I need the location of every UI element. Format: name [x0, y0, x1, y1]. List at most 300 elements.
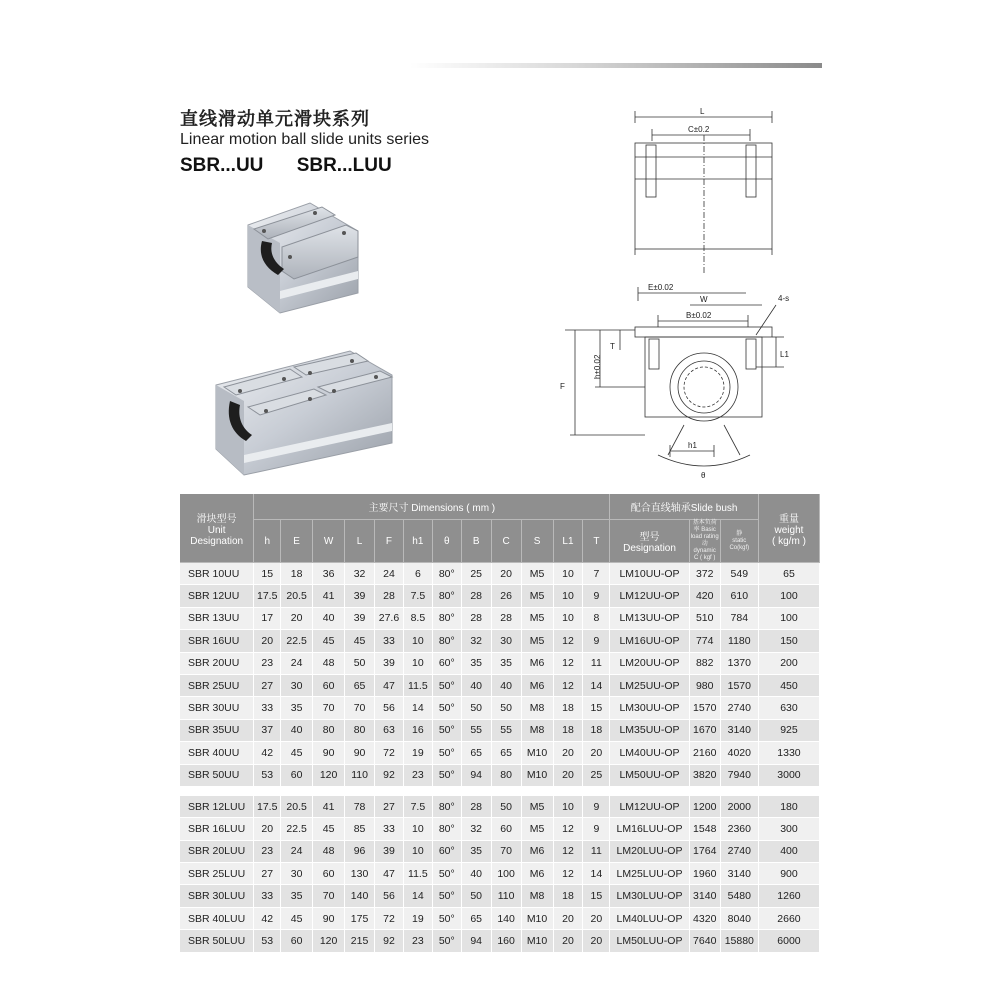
header-dim-h: h: [254, 520, 281, 563]
table-cell: 55: [462, 720, 492, 742]
table-cell: LM13UU-OP: [610, 608, 689, 630]
table-cell: M6: [522, 841, 554, 863]
table-cell: 94: [462, 930, 492, 952]
dim-label-L1: L1: [780, 350, 789, 359]
dim-label-L: L: [700, 107, 705, 116]
table-cell: 53: [254, 765, 281, 787]
table-cell: 20: [254, 630, 281, 652]
table-cell: 39: [375, 653, 404, 675]
unit-designation-cell: SBR 30LUU: [180, 885, 254, 907]
table-cell: 10: [554, 608, 584, 630]
table-cell: 10: [404, 653, 433, 675]
table-cell: LM40LUU-OP: [610, 908, 689, 930]
table-cell: 1260: [759, 885, 820, 907]
gap-cell: [180, 787, 820, 796]
table-cell: 80°: [433, 563, 462, 585]
table-cell: 50°: [433, 908, 462, 930]
table-cell: 72: [375, 742, 404, 764]
table-header: [180, 494, 820, 563]
table-cell: 1670: [690, 720, 721, 742]
table-cell: 65: [492, 742, 522, 764]
table-cell: 450: [759, 675, 820, 697]
table-cell: 2660: [759, 908, 820, 930]
dim-label-h: h±0.02: [593, 354, 602, 379]
table-cell: 3140: [721, 863, 759, 885]
header-bush-designation: 型号 Designation: [610, 520, 689, 563]
table-cell: 22.5: [281, 818, 313, 840]
specification-table: [180, 494, 820, 953]
table-cell: 140: [345, 885, 375, 907]
table-cell: 60: [313, 863, 345, 885]
table-row: [180, 863, 820, 885]
table-cell: 41: [313, 585, 345, 607]
unit-designation-cell: SBR 25UU: [180, 675, 254, 697]
table-cell: 20: [554, 765, 584, 787]
dim-label-h1: h1: [688, 441, 697, 450]
table-row: [180, 742, 820, 764]
table-cell: 980: [690, 675, 721, 697]
table-cell: 9: [583, 796, 610, 818]
table-cell: 8040: [721, 908, 759, 930]
table-cell: 900: [759, 863, 820, 885]
table-cell: 33: [375, 630, 404, 652]
table-cell: 784: [721, 608, 759, 630]
table-cell: 8.5: [404, 608, 433, 630]
table-cell: 94: [462, 765, 492, 787]
model-title-uu: SBR...UU: [180, 155, 264, 176]
table-cell: 300: [759, 818, 820, 840]
table-cell: 80: [345, 720, 375, 742]
unit-designation-cell: SBR 16LUU: [180, 818, 254, 840]
table-cell: 25: [583, 765, 610, 787]
table-cell: 23: [254, 653, 281, 675]
header-dim-w: W: [313, 520, 345, 563]
header-dim-t: T: [583, 520, 610, 563]
table-row: [180, 608, 820, 630]
table-cell: 7: [583, 563, 610, 585]
table-cell: 2000: [721, 796, 759, 818]
table-cell: 22.5: [281, 630, 313, 652]
header-dim-l: L: [345, 520, 375, 563]
table-cell: 7940: [721, 765, 759, 787]
table-cell: 32: [462, 630, 492, 652]
table-cell: LM50UU-OP: [610, 765, 689, 787]
table-cell: 150: [759, 630, 820, 652]
header-dim-c: C: [492, 520, 522, 563]
table-row: [180, 630, 820, 652]
table-row: [180, 930, 820, 952]
table-cell: 65: [462, 908, 492, 930]
table-cell: 60: [313, 675, 345, 697]
table-cell: 39: [345, 608, 375, 630]
table-cell: M5: [522, 608, 554, 630]
table-cell: 39: [375, 841, 404, 863]
table-cell: 7640: [690, 930, 721, 952]
header-dim-h1: h1: [404, 520, 433, 563]
table-cell: 3000: [759, 765, 820, 787]
table-cell: 17.5: [254, 585, 281, 607]
table-cell: 24: [281, 653, 313, 675]
table-cell: 17.5: [254, 796, 281, 818]
table-cell: 41: [313, 796, 345, 818]
table-cell: 2740: [721, 697, 759, 719]
table-cell: M5: [522, 585, 554, 607]
table-row: [180, 908, 820, 930]
table-cell: 35: [462, 841, 492, 863]
table-cell: 37: [254, 720, 281, 742]
dim-label-E: E±0.02: [648, 283, 674, 292]
table-cell: 50°: [433, 885, 462, 907]
table-cell: 11: [583, 653, 610, 675]
table-cell: 14: [583, 863, 610, 885]
table-cell: M8: [522, 697, 554, 719]
table-cell: 9: [583, 818, 610, 840]
table-cell: 110: [492, 885, 522, 907]
table-cell: 28: [462, 796, 492, 818]
table-cell: M5: [522, 630, 554, 652]
dim-label-theta: θ: [701, 471, 706, 480]
table-cell: 42: [254, 908, 281, 930]
table-cell: 50: [462, 697, 492, 719]
table-cell: 6: [404, 563, 433, 585]
table-cell: 47: [375, 675, 404, 697]
unit-designation-cell: SBR 12UU: [180, 585, 254, 607]
table-cell: 3820: [690, 765, 721, 787]
table-cell: 40: [281, 720, 313, 742]
table-cell: 7.5: [404, 585, 433, 607]
table-cell: 14: [404, 885, 433, 907]
header-dimensions: 主要尺寸 Dimensions ( mm ): [254, 494, 610, 520]
unit-designation-cell: SBR 12LUU: [180, 796, 254, 818]
table-cell: LM16UU-OP: [610, 630, 689, 652]
table-cell: 50: [492, 697, 522, 719]
table-cell: 55: [492, 720, 522, 742]
header-dim-theta: θ: [433, 520, 462, 563]
table-cell: 17: [254, 608, 281, 630]
table-cell: 10: [404, 630, 433, 652]
table-cell: 60: [492, 818, 522, 840]
table-cell: 1960: [690, 863, 721, 885]
table-cell: 140: [492, 908, 522, 930]
unit-designation-cell: SBR 16UU: [180, 630, 254, 652]
table-row: [180, 841, 820, 863]
table-cell: 33: [254, 885, 281, 907]
unit-designation-cell: SBR 40UU: [180, 742, 254, 764]
table-cell: 20: [254, 818, 281, 840]
table-cell: 120: [313, 930, 345, 952]
header-dim-l1: L1: [554, 520, 584, 563]
header-dim-b: B: [462, 520, 492, 563]
header-rule: [410, 63, 822, 68]
table-cell: 1570: [690, 697, 721, 719]
header-dim-s: S: [522, 520, 554, 563]
table-cell: 180: [759, 796, 820, 818]
unit-designation-cell: SBR 50LUU: [180, 930, 254, 952]
table-cell: 26: [492, 585, 522, 607]
table-cell: 35: [492, 653, 522, 675]
table-cell: 50: [345, 653, 375, 675]
table-cell: 15: [583, 885, 610, 907]
table-cell: 28: [492, 608, 522, 630]
table-cell: 20.5: [281, 585, 313, 607]
table-cell: 11: [583, 841, 610, 863]
table-cell: 400: [759, 841, 820, 863]
table-cell: 20: [492, 563, 522, 585]
table-cell: 50°: [433, 675, 462, 697]
table-cell: 47: [375, 863, 404, 885]
header-dynamic-load: 基本负荷率 Basic load rating 动 dynamic C ( kgf ): [690, 520, 719, 561]
table-cell: 3140: [690, 885, 721, 907]
table-cell: 20: [583, 908, 610, 930]
table-cell: 45: [345, 630, 375, 652]
table-cell: 19: [404, 742, 433, 764]
dim-label-W: W: [700, 295, 708, 304]
table-cell: M10: [522, 742, 554, 764]
table-cell: 50: [462, 885, 492, 907]
table-cell: 28: [462, 585, 492, 607]
table-cell: 50°: [433, 742, 462, 764]
table-cell: 27: [254, 863, 281, 885]
table-cell: M5: [522, 818, 554, 840]
table-cell: 50°: [433, 930, 462, 952]
table-cell: 18: [583, 720, 610, 742]
table-cell: 25: [462, 563, 492, 585]
table-cell: 90: [313, 742, 345, 764]
table-cell: M8: [522, 720, 554, 742]
table-cell: 20: [281, 608, 313, 630]
table-cell: 15880: [721, 930, 759, 952]
table-cell: 28: [375, 585, 404, 607]
table-cell: M5: [522, 796, 554, 818]
table-cell: 549: [721, 563, 759, 585]
table-cell: 1764: [690, 841, 721, 863]
table-cell: LM30UU-OP: [610, 697, 689, 719]
table-cell: 80°: [433, 818, 462, 840]
table-cell: 9: [583, 585, 610, 607]
table-cell: 50°: [433, 765, 462, 787]
table-cell: 11.5: [404, 675, 433, 697]
unit-designation-cell: SBR 50UU: [180, 765, 254, 787]
table-cell: LM40UU-OP: [610, 742, 689, 764]
table-cell: 65: [345, 675, 375, 697]
unit-designation-cell: SBR 30UU: [180, 697, 254, 719]
table-cell: M10: [522, 765, 554, 787]
table-cell: 39: [345, 585, 375, 607]
table-cell: 56: [375, 885, 404, 907]
table-cell: LM25LUU-OP: [610, 863, 689, 885]
table-cell: 200: [759, 653, 820, 675]
table-cell: 20: [554, 930, 584, 952]
table-cell: LM10UU-OP: [610, 563, 689, 585]
table-cell: LM20LUU-OP: [610, 841, 689, 863]
table-cell: 10: [554, 796, 584, 818]
table-cell: M6: [522, 653, 554, 675]
table-cell: 27: [375, 796, 404, 818]
table-cell: 92: [375, 765, 404, 787]
table-cell: 925: [759, 720, 820, 742]
header-slide-bush: 配合直线轴承Slide bush: [610, 494, 759, 520]
table-cell: 80: [313, 720, 345, 742]
table-cell: 23: [404, 930, 433, 952]
table-cell: LM12UU-OP: [610, 585, 689, 607]
table-cell: 100: [759, 585, 820, 607]
table-cell: M6: [522, 863, 554, 885]
table-cell: 90: [313, 908, 345, 930]
table-cell: 50°: [433, 697, 462, 719]
table-cell: 10: [404, 841, 433, 863]
table-cell: 100: [492, 863, 522, 885]
table-cell: 70: [492, 841, 522, 863]
table-row: [180, 765, 820, 787]
table-cell: 16: [404, 720, 433, 742]
product-photo-short: [240, 195, 370, 320]
table-cell: M5: [522, 563, 554, 585]
table-cell: 5480: [721, 885, 759, 907]
table-cell: 45: [281, 742, 313, 764]
table-row: [180, 720, 820, 742]
model-titles: [180, 155, 392, 177]
table-cell: 1200: [690, 796, 721, 818]
table-cell: 160: [492, 930, 522, 952]
unit-designation-cell: SBR 20LUU: [180, 841, 254, 863]
table-cell: 18: [281, 563, 313, 585]
table-cell: 96: [345, 841, 375, 863]
table-cell: 63: [375, 720, 404, 742]
table-cell: LM25UU-OP: [610, 675, 689, 697]
table-cell: 30: [281, 863, 313, 885]
table-cell: 20: [583, 930, 610, 952]
table-cell: 12: [554, 675, 584, 697]
table-cell: 372: [690, 563, 721, 585]
technical-drawing: [550, 105, 820, 485]
table-cell: 2160: [690, 742, 721, 764]
table-cell: 78: [345, 796, 375, 818]
table-cell: 27: [254, 675, 281, 697]
table-cell: 4320: [690, 908, 721, 930]
table-row: [180, 585, 820, 607]
table-cell: 24: [281, 841, 313, 863]
table-cell: 50°: [433, 863, 462, 885]
table-cell: 14: [404, 697, 433, 719]
header-static-load: 静 static Co(kgf): [721, 520, 759, 563]
table-cell: 18: [554, 697, 584, 719]
table-cell: 110: [345, 765, 375, 787]
table-group-gap: [180, 787, 820, 796]
table-cell: 72: [375, 908, 404, 930]
unit-designation-cell: SBR 25LUU: [180, 863, 254, 885]
table-cell: 90: [345, 742, 375, 764]
title-chinese: 直线滑动单元滑块系列: [180, 109, 370, 130]
header-unit-designation: 滑块型号 Unit Designation: [180, 494, 254, 563]
table-cell: 48: [313, 653, 345, 675]
table-cell: 40: [462, 675, 492, 697]
table-cell: 20: [554, 742, 584, 764]
table-cell: 80°: [433, 796, 462, 818]
table-cell: 24: [375, 563, 404, 585]
table-cell: 40: [492, 675, 522, 697]
table-cell: 12: [554, 841, 584, 863]
table-cell: 12: [554, 653, 584, 675]
table-cell: 80°: [433, 608, 462, 630]
table-cell: LM20UU-OP: [610, 653, 689, 675]
table-cell: 20.5: [281, 796, 313, 818]
table-cell: 30: [492, 630, 522, 652]
table-cell: 1180: [721, 630, 759, 652]
dim-label-F: F: [560, 382, 565, 391]
table-cell: 12: [554, 863, 584, 885]
table-cell: 15: [583, 697, 610, 719]
table-row: [180, 818, 820, 840]
table-row: [180, 675, 820, 697]
table-cell: 18: [554, 720, 584, 742]
table-cell: 12: [554, 818, 584, 840]
table-cell: 20: [554, 908, 584, 930]
table-cell: 2740: [721, 841, 759, 863]
title-english: Linear motion ball slide units series: [180, 131, 430, 148]
table-cell: LM30LUU-OP: [610, 885, 689, 907]
table-cell: 23: [404, 765, 433, 787]
table-cell: 80°: [433, 630, 462, 652]
table-row: [180, 563, 820, 585]
table-cell: 175: [345, 908, 375, 930]
table-cell: 45: [281, 908, 313, 930]
header-dim-f: F: [375, 520, 404, 563]
table-cell: 35: [281, 697, 313, 719]
table-cell: 1330: [759, 742, 820, 764]
table-cell: 18: [554, 885, 584, 907]
header-basic-load-rating: 基本负荷率 Basic load rating: [690, 520, 719, 540]
unit-designation-cell: SBR 10UU: [180, 563, 254, 585]
table-cell: 48: [313, 841, 345, 863]
table-cell: 1548: [690, 818, 721, 840]
table-cell: 630: [759, 697, 820, 719]
table-cell: M10: [522, 930, 554, 952]
table-cell: 8: [583, 608, 610, 630]
dim-label-T: T: [610, 342, 615, 351]
table-cell: 45: [313, 630, 345, 652]
table-cell: 40: [462, 863, 492, 885]
table-cell: 7.5: [404, 796, 433, 818]
table-cell: 10: [554, 563, 584, 585]
table-cell: 50: [492, 796, 522, 818]
table-cell: 92: [375, 930, 404, 952]
table-cell: 130: [345, 863, 375, 885]
table-cell: 33: [375, 818, 404, 840]
table-cell: LM35UU-OP: [610, 720, 689, 742]
table-cell: 9: [583, 630, 610, 652]
table-cell: 30: [281, 675, 313, 697]
table-cell: 35: [281, 885, 313, 907]
table-cell: 40: [313, 608, 345, 630]
table-cell: 28: [462, 608, 492, 630]
unit-designation-cell: SBR 20UU: [180, 653, 254, 675]
unit-designation-cell: SBR 40LUU: [180, 908, 254, 930]
table-cell: 1570: [721, 675, 759, 697]
table-cell: 2360: [721, 818, 759, 840]
table-cell: 65: [462, 742, 492, 764]
table-cell: 4020: [721, 742, 759, 764]
table-row: [180, 653, 820, 675]
unit-designation-cell: SBR 13UU: [180, 608, 254, 630]
table-cell: 15: [254, 563, 281, 585]
table-cell: 1370: [721, 653, 759, 675]
table-cell: LM50LUU-OP: [610, 930, 689, 952]
table-cell: 6000: [759, 930, 820, 952]
table-cell: M10: [522, 908, 554, 930]
table-cell: LM12UU-OP: [610, 796, 689, 818]
table-cell: 14: [583, 675, 610, 697]
unit-designation-cell: SBR 35UU: [180, 720, 254, 742]
